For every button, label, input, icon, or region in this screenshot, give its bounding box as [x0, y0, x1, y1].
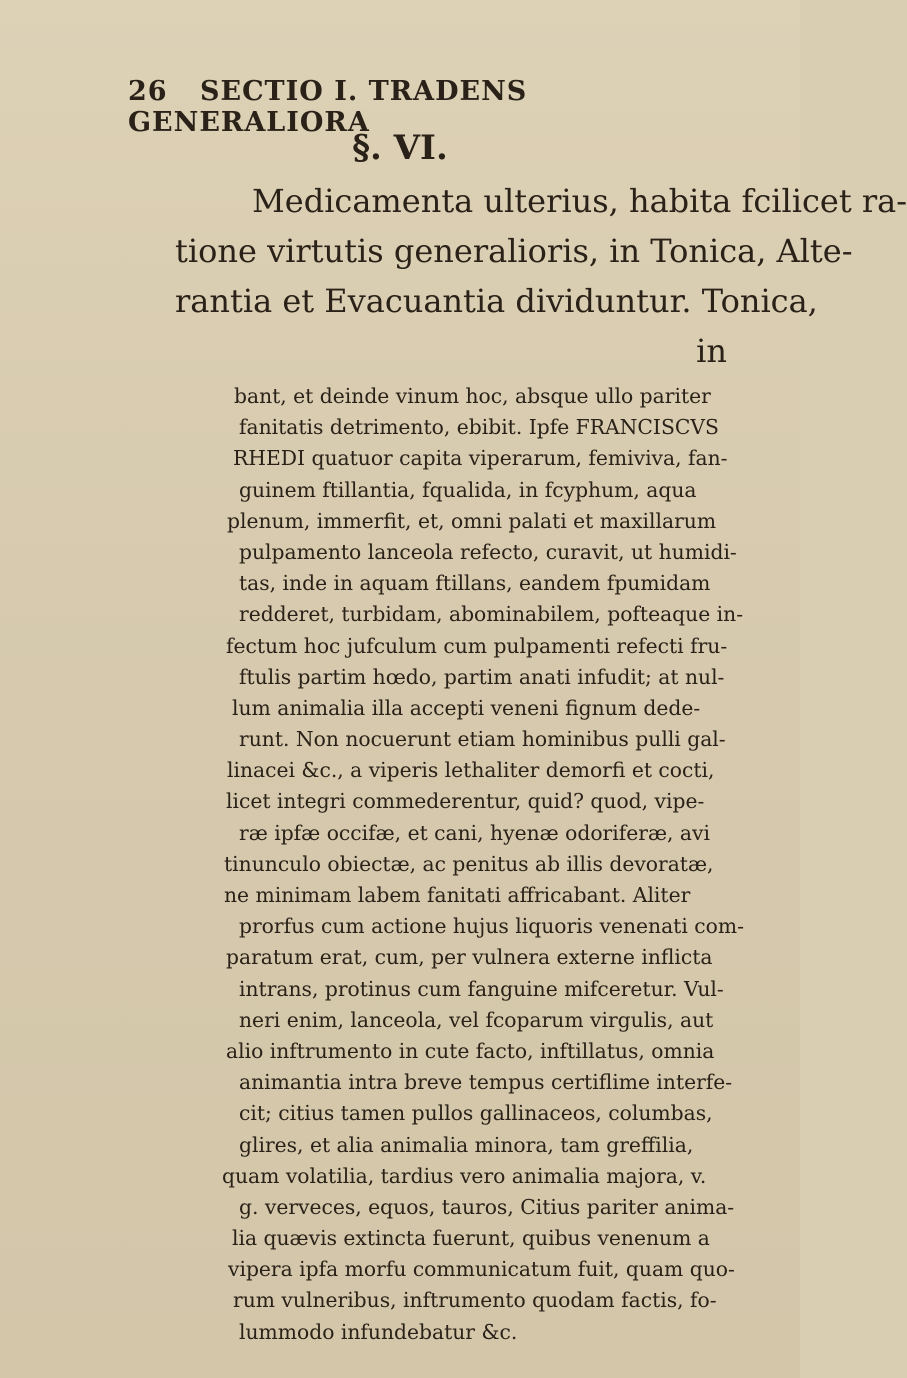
text-line: rantia et Evacuantia dividuntur. Tonica,	[175, 282, 818, 320]
text-line: linacei &c., a viperis lethaliter demorfi et cocti,	[227, 758, 715, 783]
text-line: guinem ftillantia, fqualida, in fcyphum, aqua	[239, 477, 697, 502]
text-line: fanitatis detrimento, ebibit. Ipfe FRANCISCVS	[239, 415, 719, 440]
text-line: Medicamenta ulterius, habita fcilicet ra-	[252, 182, 907, 220]
text-line: plenum, immerfit, et, omni palati et maxillarum	[227, 508, 717, 533]
text-line: lum animalia illa accepti veneni fignum dede-	[232, 695, 701, 720]
text-line: lummodo infundebatur &c.	[239, 1319, 518, 1344]
intro-paragraph	[175, 176, 907, 376]
text-line: runt. Non nocuerunt etiam hominibus pulli gal-	[239, 727, 726, 752]
text-line: RHEDI quatuor capita viperarum, femiviva, fan-	[233, 446, 728, 471]
text-line: ne minimam labem fanitati affricabant. Aliter	[224, 883, 691, 907]
text-line: ræ ipfæ occifæ, et cani, hyenæ odoriferæ, avi	[239, 820, 710, 845]
section-heading: §. VI.	[352, 128, 448, 168]
text-line: redderet, turbidam, abominabilem, pofteaque in-	[239, 602, 744, 627]
text-line: prorfus cum actione hujus liquoris venenati com-	[239, 914, 744, 939]
text-line: cit; citius tamen pullos gallinaceos, columbas,	[239, 1101, 713, 1126]
text-line: animantia intra breve tempus certiflime interfe-	[239, 1070, 733, 1095]
text-line: pulpamento lanceola refecto, curavit, ut humidi-	[239, 539, 737, 564]
text-line: bant, et deinde vinum hoc, absque ullo pariter	[234, 384, 711, 408]
page-number: 26	[128, 76, 168, 107]
text-line: vipera ipfa morfu communicatum fuit, quam quo-	[228, 1257, 735, 1282]
text-line: ftulis partim hœdo, partim anati infudit; at nul-	[239, 664, 725, 689]
running-title: SECTIO I. TRADENS GENERALIORA	[128, 76, 528, 138]
text-line: alio inftrumento in cute facto, inftillatus, omnia	[226, 1038, 715, 1063]
text-line: tas, inde in aquam ftillans, eandem fpumidam	[239, 571, 711, 596]
text-line: quam volatilia, tardius vero animalia majora, v.	[222, 1163, 707, 1188]
text-line: licet integri commederentur, quid? quod, vipe-	[226, 789, 705, 814]
text-line: glires, et alia animalia minora, tam greffilia,	[239, 1132, 694, 1157]
text-line: fectum hoc jufculum cum pulpamenti refecti fru-	[226, 633, 728, 658]
text-line: tione virtutis generalioris, in Tonica, Alte-	[175, 232, 853, 270]
text-line: g. verveces, equos, tauros, Citius pariter anima-	[239, 1194, 735, 1219]
text-line: lia quævis extincta fuerunt, quibus venenum a	[232, 1226, 710, 1251]
text-line: intrans, protinus cum fanguine mifceretur. Vul-	[239, 976, 724, 1001]
text-line: tinunculo obiectæ, ac penitus ab illis devoratæ,	[224, 851, 714, 876]
text-line: neri enim, lanceola, vel fcoparum virgulis, aut	[239, 1007, 714, 1032]
text-line: in	[696, 332, 727, 370]
footnote-paragraph	[222, 381, 744, 1348]
text-line: paratum erat, cum, per vulnera externe inflicta	[226, 945, 713, 970]
text-line: rum vulneribus, inftrumento quodam factis, fo-	[233, 1288, 717, 1313]
